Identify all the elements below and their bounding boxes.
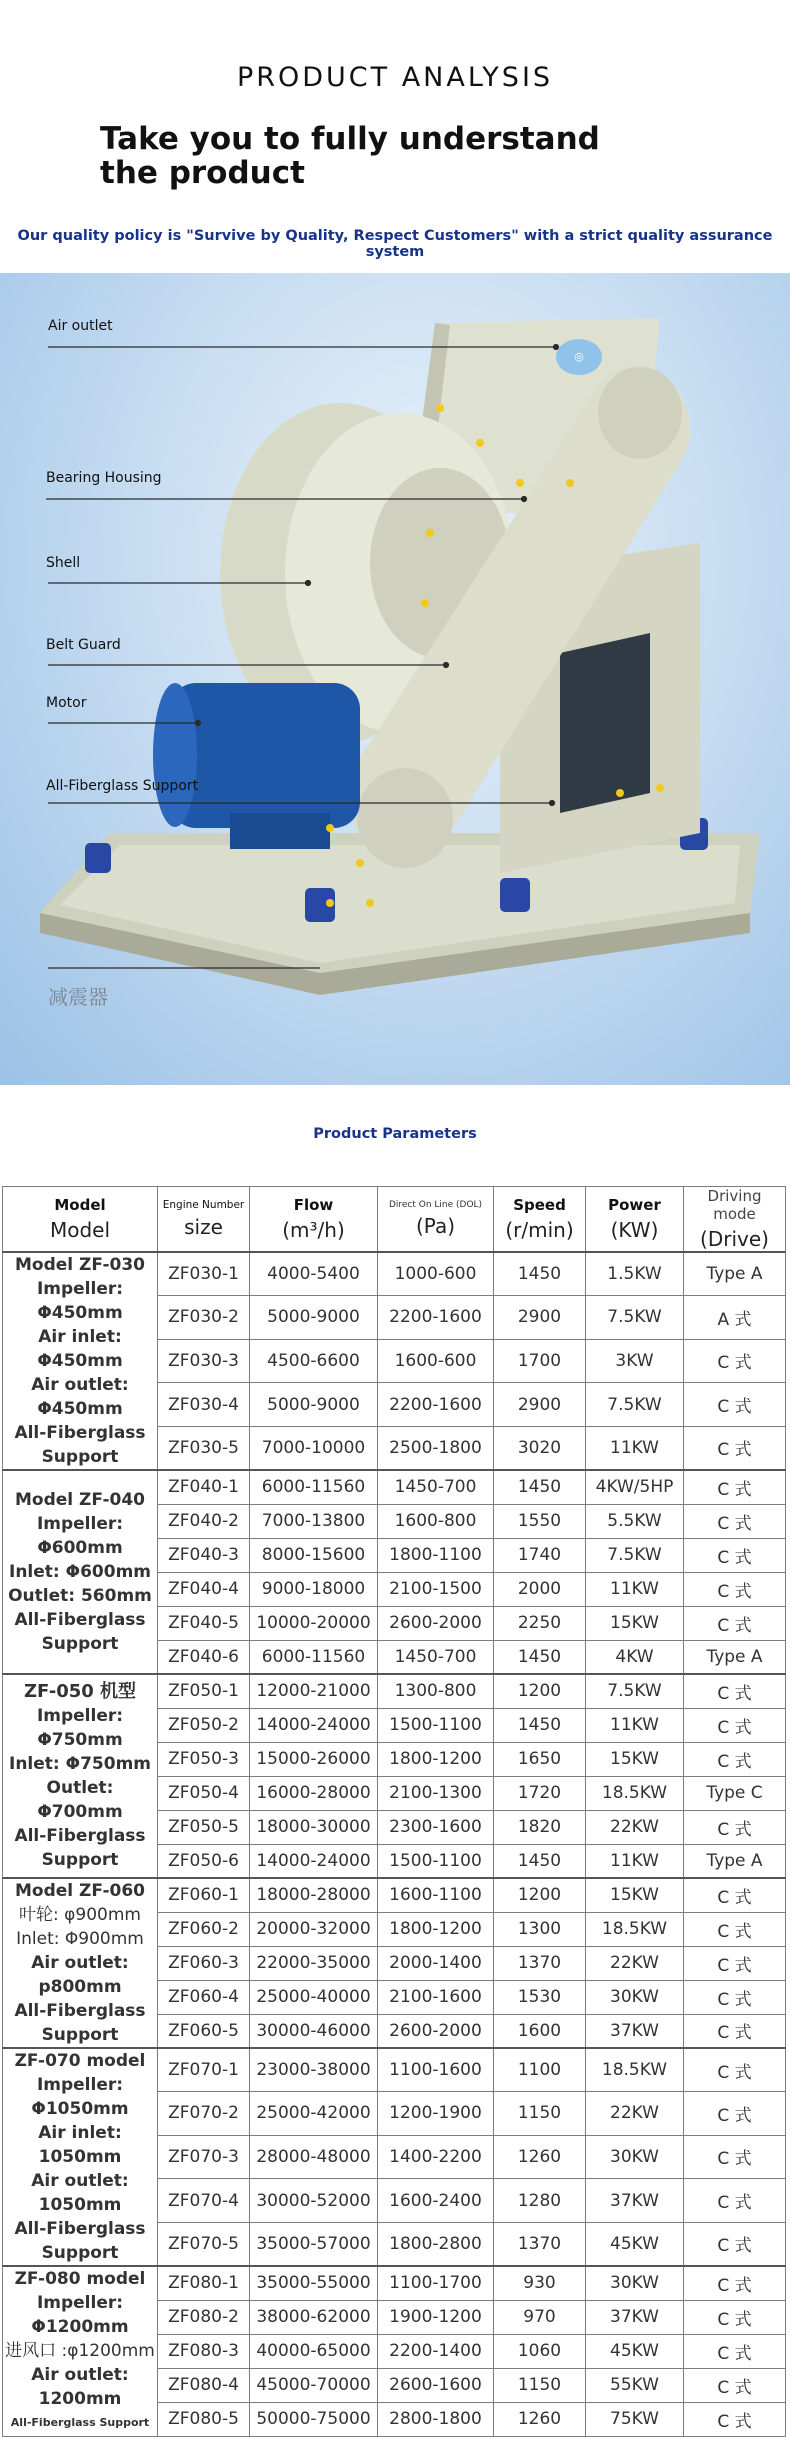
power-cell: 15KW	[586, 1606, 684, 1640]
drive-cell: Type A	[684, 1252, 786, 1296]
model-spec-line: Impeller: Φ450mm	[36, 1279, 124, 1323]
power-cell: 18.5KW	[586, 1776, 684, 1810]
flow-cell: 35000-55000	[250, 2266, 378, 2300]
speed-cell: 2000	[494, 1572, 586, 1606]
flow-cell: 8000-15600	[250, 1538, 378, 1572]
drive-cell: C 式	[684, 1674, 786, 1708]
quality-policy-text: Our quality policy is "Survive by Quality, Respect Customers" with a strict quality assurance system	[17, 228, 773, 260]
model-spec-cell	[3, 2266, 158, 2436]
drive-cell: C 式	[684, 2048, 786, 2092]
power-cell: 5.5KW	[586, 1504, 684, 1538]
power-cell: 45KW	[586, 2222, 684, 2266]
speed-cell: 1530	[494, 1980, 586, 2014]
drive-cell: C 式	[684, 1383, 786, 1427]
speed-cell: 1700	[494, 1339, 586, 1383]
size-cell: ZF040-4	[158, 1572, 250, 1606]
flow-cell: 14000-24000	[250, 1844, 378, 1878]
model-spec-line: 叶轮: φ900mm	[19, 1905, 141, 1925]
pressure-cell: 2600-2000	[378, 1606, 494, 1640]
size-cell: ZF030-5	[158, 1426, 250, 1470]
brand-badge-icon: ◎	[556, 339, 602, 375]
flow-cell: 25000-40000	[250, 1980, 378, 2014]
power-cell: 37KW	[586, 2300, 684, 2334]
pressure-cell: 2200-1600	[378, 1296, 494, 1340]
flow-cell: 35000-57000	[250, 2222, 378, 2266]
pressure-cell: 1800-1200	[378, 1912, 494, 1946]
drive-cell: Type C	[684, 1776, 786, 1810]
power-cell: 18.5KW	[586, 2048, 684, 2092]
size-cell: ZF080-4	[158, 2368, 250, 2402]
model-spec-line: Outlet: Φ700mm	[37, 1778, 123, 1822]
table-header-row	[3, 1187, 786, 1253]
table-row	[3, 1674, 786, 1708]
flow-cell: 22000-35000	[250, 1946, 378, 1980]
power-cell: 55KW	[586, 2368, 684, 2402]
power-cell: 15KW	[586, 1742, 684, 1776]
model-spec-line: ZF-070 model	[14, 2051, 146, 2071]
speed-cell: 1450	[494, 1844, 586, 1878]
model-spec-line: Model ZF-040	[15, 1490, 145, 1510]
model-spec-line: Impeller: Φ1050mm	[31, 2075, 129, 2119]
power-cell: 7.5KW	[586, 1674, 684, 1708]
speed-cell: 1150	[494, 2368, 586, 2402]
header-pressure: Direct On Line (DOL) (Pa)	[378, 1187, 494, 1253]
page-headline: Take you to fully understand the product	[100, 121, 600, 191]
model-spec-line: All-Fiberglass Support	[14, 2001, 146, 2045]
flow-cell: 16000-28000	[250, 1776, 378, 1810]
speed-cell: 3020	[494, 1426, 586, 1470]
speed-cell: 1450	[494, 1708, 586, 1742]
drive-cell: C 式	[684, 2135, 786, 2179]
size-cell: ZF080-2	[158, 2300, 250, 2334]
pressure-cell: 1600-1100	[378, 1878, 494, 1912]
drive-cell: Type A	[684, 1844, 786, 1878]
speed-cell: 1740	[494, 1538, 586, 1572]
header-flow: Flow (m³/h)	[250, 1187, 378, 1253]
model-spec-line: Inlet: Φ600mm	[9, 1562, 151, 1582]
speed-cell: 2900	[494, 1296, 586, 1340]
model-spec-line: Model ZF-030	[15, 1255, 145, 1275]
model-spec-line: All-Fiberglass Support	[10, 2416, 150, 2430]
header-speed: Speed (r/min)	[494, 1187, 586, 1253]
speed-cell: 1650	[494, 1742, 586, 1776]
model-spec-line: Outlet: 560mm	[8, 1586, 152, 1606]
pressure-cell: 2100-1600	[378, 1980, 494, 2014]
size-cell: ZF070-1	[158, 2048, 250, 2092]
pressure-cell: 1800-1200	[378, 1742, 494, 1776]
size-cell: ZF050-2	[158, 1708, 250, 1742]
flow-cell: 38000-62000	[250, 2300, 378, 2334]
callout-air-outlet: Air outlet	[48, 318, 113, 334]
flow-cell: 5000-9000	[250, 1296, 378, 1340]
model-spec-line: Air outlet: 1050mm	[31, 2171, 129, 2215]
speed-cell: 1820	[494, 1810, 586, 1844]
flow-cell: 9000-18000	[250, 1572, 378, 1606]
model-spec-cell	[3, 1252, 158, 1470]
pressure-cell: 1450-700	[378, 1470, 494, 1504]
drive-cell: C 式	[684, 2179, 786, 2223]
model-spec-line: Air outlet: Φ450mm	[31, 1375, 129, 1419]
model-spec-line: ZF-050 机型	[23, 1681, 137, 1702]
power-cell: 4KW/5HP	[586, 1470, 684, 1504]
size-cell: ZF050-4	[158, 1776, 250, 1810]
pressure-cell: 1300-800	[378, 1674, 494, 1708]
size-cell: ZF040-1	[158, 1470, 250, 1504]
pressure-cell: 2300-1600	[378, 1810, 494, 1844]
speed-cell: 2250	[494, 1606, 586, 1640]
size-cell: ZF080-1	[158, 2266, 250, 2300]
size-cell: ZF050-3	[158, 1742, 250, 1776]
flow-cell: 15000-26000	[250, 1742, 378, 1776]
size-cell: ZF060-2	[158, 1912, 250, 1946]
pressure-cell: 1500-1100	[378, 1708, 494, 1742]
power-cell: 75KW	[586, 2402, 684, 2436]
size-cell: ZF040-6	[158, 1640, 250, 1674]
size-cell: ZF030-3	[158, 1339, 250, 1383]
size-cell: ZF030-1	[158, 1252, 250, 1296]
speed-cell: 930	[494, 2266, 586, 2300]
power-cell: 11KW	[586, 1572, 684, 1606]
table-row	[3, 2048, 786, 2092]
flow-cell: 20000-32000	[250, 1912, 378, 1946]
drive-cell: C 式	[684, 1504, 786, 1538]
flow-cell: 4500-6600	[250, 1339, 378, 1383]
speed-cell: 1100	[494, 2048, 586, 2092]
drive-cell: C 式	[684, 2402, 786, 2436]
pressure-cell: 1900-1200	[378, 2300, 494, 2334]
model-spec-line: Air inlet: Φ450mm	[37, 1327, 123, 1371]
pressure-cell: 1500-1100	[378, 1844, 494, 1878]
pressure-cell: 2000-1400	[378, 1946, 494, 1980]
model-spec-line: ZF-080 model	[14, 2269, 146, 2290]
pressure-cell: 2600-1600	[378, 2368, 494, 2402]
pressure-cell: 1800-1100	[378, 1538, 494, 1572]
flow-cell: 23000-38000	[250, 2048, 378, 2092]
speed-cell: 1060	[494, 2334, 586, 2368]
parameters-title: Product Parameters	[313, 1126, 477, 1142]
power-cell: 18.5KW	[586, 1912, 684, 1946]
product-image	[0, 273, 790, 1085]
pressure-cell: 2200-1600	[378, 1383, 494, 1427]
speed-cell: 1200	[494, 1674, 586, 1708]
power-cell: 22KW	[586, 2092, 684, 2136]
speed-cell: 970	[494, 2300, 586, 2334]
speed-cell: 1450	[494, 1252, 586, 1296]
drive-cell: A 式	[684, 1296, 786, 1340]
speed-cell: 1720	[494, 1776, 586, 1810]
table-row	[3, 2266, 786, 2300]
header-drive: Driving mode (Drive)	[684, 1187, 786, 1253]
size-cell: ZF060-4	[158, 1980, 250, 2014]
speed-cell: 1600	[494, 2014, 586, 2048]
power-cell: 37KW	[586, 2179, 684, 2223]
callout-motor: Motor	[46, 695, 87, 711]
drive-cell: C 式	[684, 2368, 786, 2402]
callout-belt-guard: Belt Guard	[46, 637, 121, 653]
power-cell: 37KW	[586, 2014, 684, 2048]
drive-cell: C 式	[684, 1912, 786, 1946]
pressure-cell: 2200-1400	[378, 2334, 494, 2368]
drive-cell: C 式	[684, 2092, 786, 2136]
damper-label: 减震器	[48, 985, 108, 1009]
power-cell: 7.5KW	[586, 1383, 684, 1427]
speed-cell: 1200	[494, 1878, 586, 1912]
power-cell: 22KW	[586, 1810, 684, 1844]
callout-fiberglass-support: All-Fiberglass Support	[46, 778, 199, 794]
pressure-cell: 1100-1700	[378, 2266, 494, 2300]
model-spec-line: Inlet: Φ750mm	[9, 1754, 151, 1774]
power-cell: 7.5KW	[586, 1296, 684, 1340]
size-cell: ZF060-1	[158, 1878, 250, 1912]
model-spec-line: Impeller: Φ1200mm	[31, 2293, 129, 2338]
flow-cell: 40000-65000	[250, 2334, 378, 2368]
power-cell: 11KW	[586, 1844, 684, 1878]
drive-cell: C 式	[684, 2334, 786, 2368]
drive-cell: C 式	[684, 2266, 786, 2300]
power-cell: 3KW	[586, 1339, 684, 1383]
size-cell: ZF070-4	[158, 2179, 250, 2223]
drive-cell: C 式	[684, 2014, 786, 2048]
drive-cell: C 式	[684, 1538, 786, 1572]
drive-cell: C 式	[684, 1426, 786, 1470]
flow-cell: 4000-5400	[250, 1252, 378, 1296]
table-row	[3, 1878, 786, 1912]
damper	[85, 843, 111, 873]
flow-cell: 28000-48000	[250, 2135, 378, 2179]
size-cell: ZF030-2	[158, 1296, 250, 1340]
power-cell: 15KW	[586, 1878, 684, 1912]
table-row	[3, 1470, 786, 1504]
callout-bearing-housing: Bearing Housing	[46, 470, 162, 486]
flow-cell: 30000-46000	[250, 2014, 378, 2048]
model-spec-line: 进风口 :φ1200mm	[5, 2341, 155, 2362]
speed-cell: 1550	[494, 1504, 586, 1538]
size-cell: ZF070-3	[158, 2135, 250, 2179]
size-cell: ZF040-5	[158, 1606, 250, 1640]
flow-cell: 5000-9000	[250, 1383, 378, 1427]
model-spec-line: All-Fiberglass Support	[14, 1826, 146, 1870]
header-power: Power (KW)	[586, 1187, 684, 1253]
pressure-cell: 2100-1500	[378, 1572, 494, 1606]
model-spec-line: Impeller: Φ600mm	[36, 1514, 124, 1558]
size-cell: ZF080-3	[158, 2334, 250, 2368]
speed-cell: 1450	[494, 1470, 586, 1504]
size-cell: ZF030-4	[158, 1383, 250, 1427]
speed-cell: 1370	[494, 1946, 586, 1980]
model-spec-line: Air outlet: p800mm	[31, 1953, 129, 1997]
flow-cell: 30000-52000	[250, 2179, 378, 2223]
pressure-cell: 1100-1600	[378, 2048, 494, 2092]
size-cell: ZF050-1	[158, 1674, 250, 1708]
drive-cell: C 式	[684, 1606, 786, 1640]
speed-cell: 1300	[494, 1912, 586, 1946]
pressure-cell: 2600-2000	[378, 2014, 494, 2048]
flow-cell: 18000-30000	[250, 1810, 378, 1844]
parameters-table	[2, 1186, 786, 2437]
drive-cell: C 式	[684, 2300, 786, 2334]
header-size: Engine Number size	[158, 1187, 250, 1253]
table-body	[3, 1252, 786, 2436]
flow-cell: 6000-11560	[250, 1470, 378, 1504]
flow-cell: 7000-10000	[250, 1426, 378, 1470]
flow-cell: 45000-70000	[250, 2368, 378, 2402]
power-cell: 11KW	[586, 1708, 684, 1742]
drive-cell: C 式	[684, 2222, 786, 2266]
model-spec-line: Air inlet: 1050mm	[38, 2123, 122, 2167]
drive-cell: C 式	[684, 1878, 786, 1912]
speed-cell: 1150	[494, 2092, 586, 2136]
flow-cell: 50000-75000	[250, 2402, 378, 2436]
pressure-cell: 1600-600	[378, 1339, 494, 1383]
model-spec-cell	[3, 2048, 158, 2266]
drive-cell: C 式	[684, 1572, 786, 1606]
model-spec-line: All-Fiberglass Support	[14, 2219, 146, 2263]
header-model: Model Model	[3, 1187, 158, 1253]
drive-cell: C 式	[684, 1810, 786, 1844]
size-cell: ZF040-2	[158, 1504, 250, 1538]
model-spec-line: All-Fiberglass Support	[14, 1423, 146, 1467]
drive-cell: C 式	[684, 1742, 786, 1776]
model-spec-line: Model ZF-060	[15, 1881, 145, 1901]
fan-illustration	[0, 273, 790, 1085]
size-cell: ZF050-6	[158, 1844, 250, 1878]
power-cell: 30KW	[586, 2266, 684, 2300]
power-cell: 7.5KW	[586, 1538, 684, 1572]
section-title: PRODUCT ANALYSIS	[236, 62, 554, 93]
power-cell: 30KW	[586, 1980, 684, 2014]
callout-shell: Shell	[46, 555, 81, 571]
speed-cell: 1260	[494, 2135, 586, 2179]
pressure-cell: 2100-1300	[378, 1776, 494, 1810]
model-spec-line: All-Fiberglass Support	[14, 1610, 146, 1654]
pressure-cell: 1200-1900	[378, 2092, 494, 2136]
drive-cell: Type A	[684, 1640, 786, 1674]
drive-cell: C 式	[684, 1708, 786, 1742]
pressure-cell: 1450-700	[378, 1640, 494, 1674]
speed-cell: 1450	[494, 1640, 586, 1674]
flow-cell: 12000-21000	[250, 1674, 378, 1708]
size-cell: ZF060-3	[158, 1946, 250, 1980]
speed-cell: 1280	[494, 2179, 586, 2223]
drive-cell: C 式	[684, 1980, 786, 2014]
flow-cell: 6000-11560	[250, 1640, 378, 1674]
size-cell: ZF080-5	[158, 2402, 250, 2436]
damper	[500, 878, 530, 912]
size-cell: ZF070-5	[158, 2222, 250, 2266]
pressure-cell: 1400-2200	[378, 2135, 494, 2179]
drive-cell: C 式	[684, 1339, 786, 1383]
motor-body	[170, 683, 360, 828]
drive-cell: C 式	[684, 1946, 786, 1980]
speed-cell: 1370	[494, 2222, 586, 2266]
flow-cell: 18000-28000	[250, 1878, 378, 1912]
power-cell: 11KW	[586, 1426, 684, 1470]
pressure-cell: 2800-1800	[378, 2402, 494, 2436]
flow-cell: 14000-24000	[250, 1708, 378, 1742]
size-cell: ZF050-5	[158, 1810, 250, 1844]
pressure-cell: 1600-2400	[378, 2179, 494, 2223]
speed-cell: 1260	[494, 2402, 586, 2436]
size-cell: ZF070-2	[158, 2092, 250, 2136]
model-spec-line: Inlet: Φ900mm	[16, 1929, 144, 1949]
flow-cell: 7000-13800	[250, 1504, 378, 1538]
model-spec-cell	[3, 1470, 158, 1674]
model-spec-line: Impeller: Φ750mm	[36, 1706, 124, 1750]
power-cell: 45KW	[586, 2334, 684, 2368]
model-spec-cell	[3, 1878, 158, 2048]
pressure-cell: 1600-800	[378, 1504, 494, 1538]
power-cell: 22KW	[586, 1946, 684, 1980]
power-cell: 30KW	[586, 2135, 684, 2179]
flow-cell: 25000-42000	[250, 2092, 378, 2136]
model-spec-cell	[3, 1674, 158, 1878]
power-cell: 4KW	[586, 1640, 684, 1674]
speed-cell: 2900	[494, 1383, 586, 1427]
pressure-cell: 1000-600	[378, 1252, 494, 1296]
size-cell: ZF060-5	[158, 2014, 250, 2048]
flow-cell: 10000-20000	[250, 1606, 378, 1640]
table-row	[3, 1252, 786, 1296]
model-spec-line: Air outlet: 1200mm	[31, 2365, 129, 2410]
pressure-cell: 2500-1800	[378, 1426, 494, 1470]
drive-cell: C 式	[684, 1470, 786, 1504]
pressure-cell: 1800-2800	[378, 2222, 494, 2266]
power-cell: 1.5KW	[586, 1252, 684, 1296]
size-cell: ZF040-3	[158, 1538, 250, 1572]
